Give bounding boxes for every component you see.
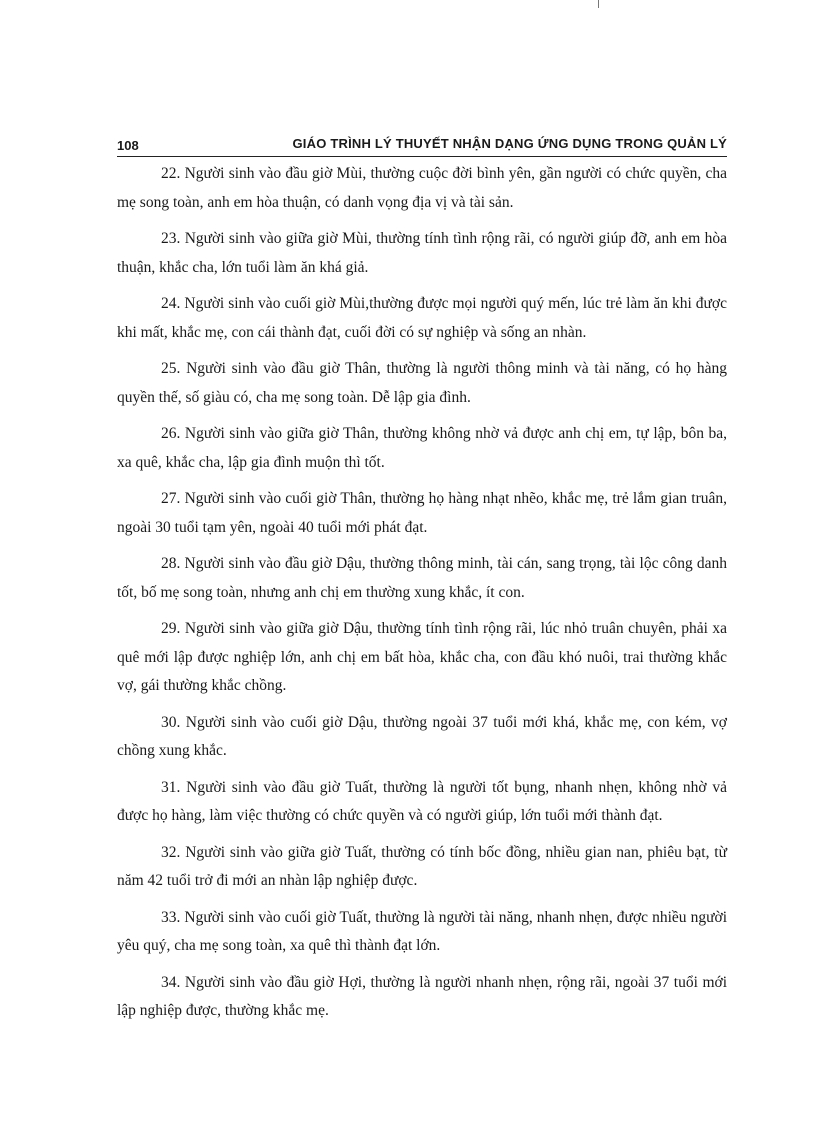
paragraph-23: 23. Người sinh vào giữa giờ Mùi, thường tính tình rộng rãi, có người giúp đỡ, anh em hòa thuận, khắc cha, lớn tuổi làm ăn khá giả. — [117, 230, 727, 276]
paragraph-26: 26. Người sinh vào giữa giờ Thân, thường không nhờ vả được anh chị em, tự lập, bôn ba, xa quê, khắc cha, lập gia đình muộn thì tốt. — [117, 425, 727, 471]
paragraph-31: 31. Người sinh vào đầu giờ Tuất, thường là người tốt bụng, nhanh nhẹn, không nhờ vả được họ hàng, làm việc thường có chức quyền và có người giúp, lớn tuổi mới thành đạt. — [117, 778, 727, 824]
paragraph-22: 22. Người sinh vào đầu giờ Mùi, thường cuộc đời bình yên, gần người có chức quyền, cha mẹ song toàn, anh em hòa thuận, có danh vọng địa vị và tài sản. — [117, 165, 727, 211]
paragraph-33: 33. Người sinh vào cuối giờ Tuất, thường là người tài năng, nhanh nhẹn, được nhiều người yêu quý, cha mẹ song toàn, xa quê thì thành đạt lớn. — [117, 908, 727, 954]
paragraph-28: 28. Người sinh vào đầu giờ Dậu, thường thông minh, tài cán, sang trọng, tài lộc công danh tốt, bố mẹ song toàn, nhưng anh chị em thường xung khắc, ít con. — [117, 555, 727, 601]
page-header — [117, 134, 727, 157]
paragraph-30: 30. Người sinh vào cuối giờ Dậu, thường ngoài 37 tuổi mới khá, khắc mẹ, con kém, vợ chồng xung khắc. — [117, 713, 727, 759]
running-title: GIÁO TRÌNH LÝ THUYẾT NHẬN DẠNG ỨNG DỤNG TRONG QUẢN LÝ — [292, 136, 727, 151]
body-text — [117, 160, 727, 1034]
paragraph-25: 25. Người sinh vào đầu giờ Thân, thường là người thông minh và tài năng, có họ hàng quyền thế, số giàu có, cha mẹ song toàn. Dễ lập gia đình. — [117, 360, 727, 406]
paragraph-27: 27. Người sinh vào cuối giờ Thân, thường họ hàng nhạt nhẽo, khắc mẹ, trẻ lắm gian truân, ngoài 30 tuổi tạm yên, ngoài 40 tuổi mới phát đạt. — [117, 490, 727, 536]
paragraph-29: 29. Người sinh vào giữa giờ Dậu, thường tính tình rộng rãi, lúc nhỏ truân chuyên, phải xa quê mới lập được nghiệp lớn, anh chị em bất hòa, khắc cha, con đầu khó nuôi, trai thường khắc vợ, gái thường khắc chồng. — [117, 620, 727, 694]
paragraph-32: 32. Người sinh vào giữa giờ Tuất, thường có tính bốc đồng, nhiều gian nan, phiêu bạt, từ năm 42 tuổi trở đi mới an nhàn lập nghiệp được. — [117, 843, 727, 889]
paragraph-24: 24. Người sinh vào cuối giờ Mùi,thường được mọi người quý mến, lúc trẻ làm ăn khi được khi mất, khắc mẹ, con cái thành đạt, cuối đời có sự nghiệp và sống an nhàn. — [117, 295, 727, 341]
page-number: 108 — [117, 138, 139, 153]
scan-mark — [598, 0, 603, 8]
paragraph-34: 34. Người sinh vào đầu giờ Hợi, thường là người nhanh nhẹn, rộng rãi, ngoài 37 tuổi mới lập nghiệp được, thường khắc mẹ. — [117, 973, 727, 1019]
